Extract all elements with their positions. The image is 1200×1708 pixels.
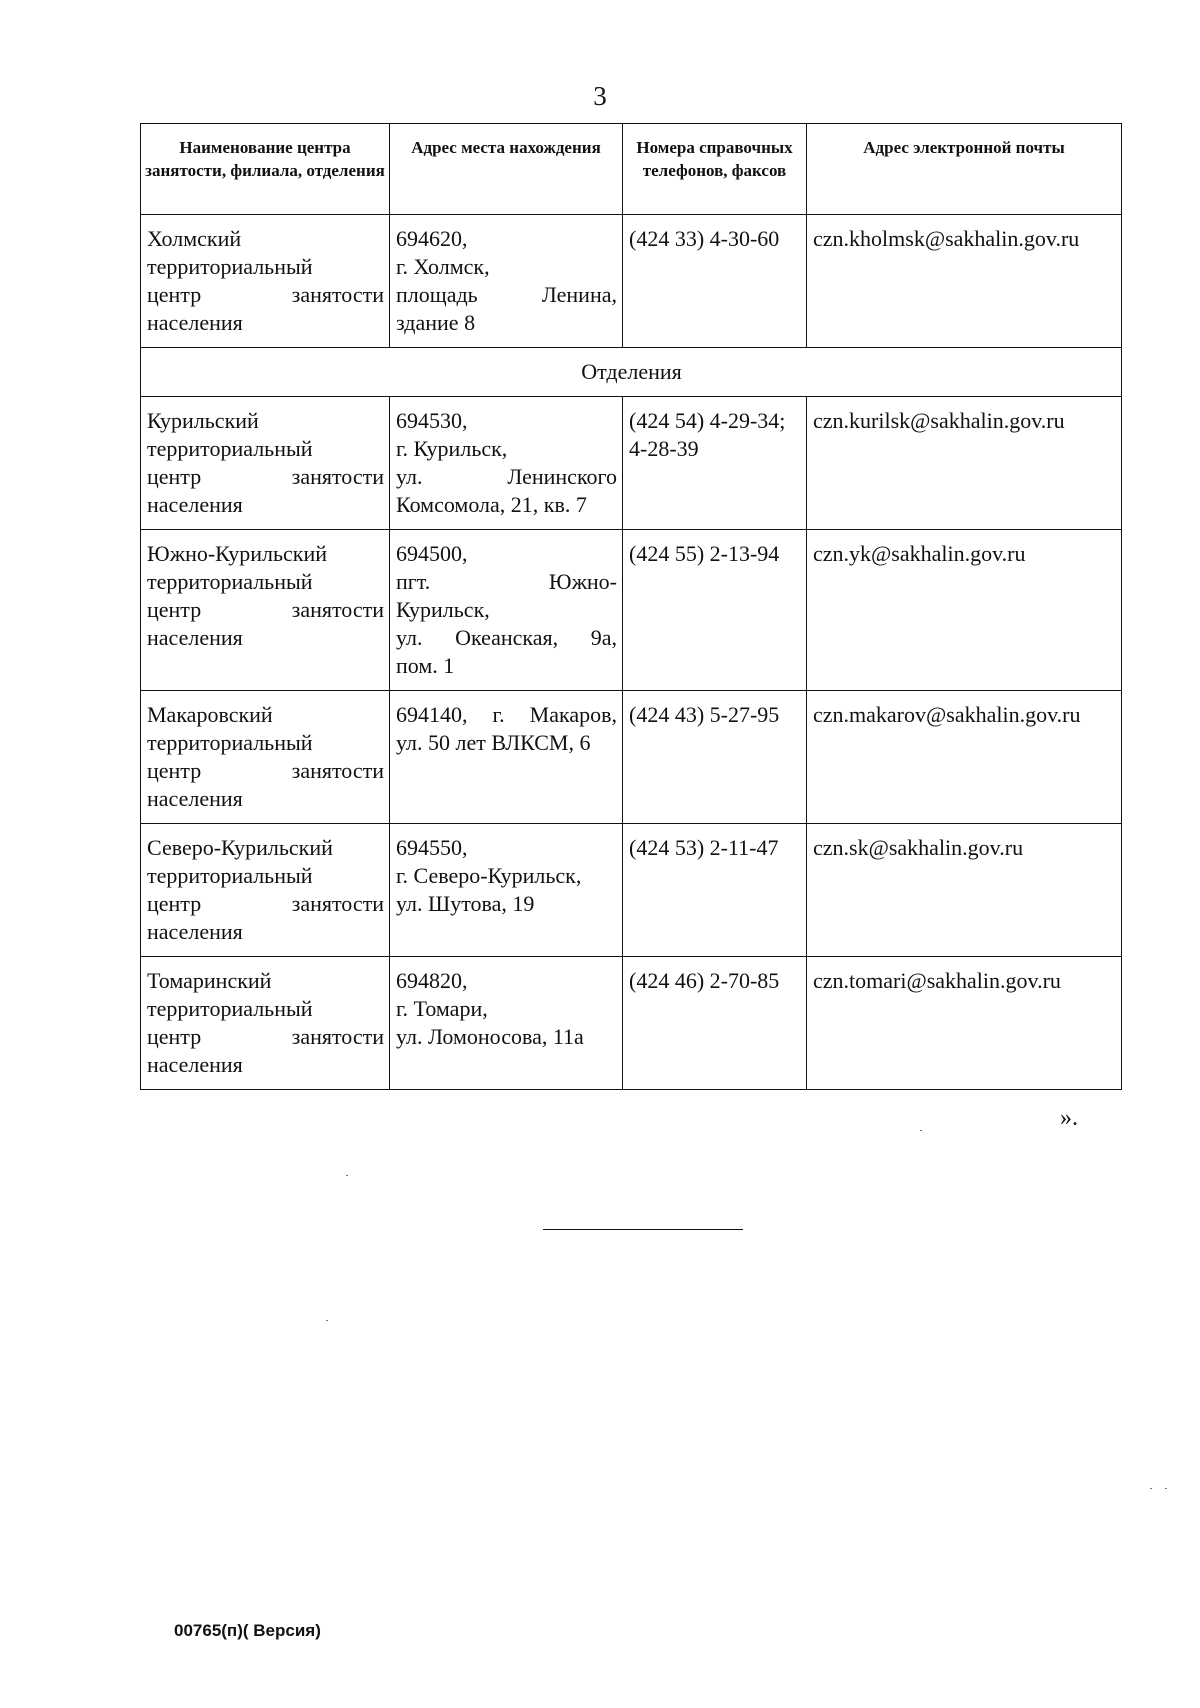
line-word: занятости [291,1024,384,1049]
center-name-cell [141,397,390,530]
section-title: Отделения [141,348,1122,397]
cell-line: czn.kholmsk@sakhalin.gov.ru [813,226,1080,251]
line-word: ул. [396,625,423,650]
justified-line [147,890,384,918]
cell-line: Макаровский [147,702,273,727]
scan-speck [1150,1488,1152,1489]
line-word: 9а, [590,625,617,650]
line-word: занятости [291,891,384,916]
line-word: центр [147,597,202,622]
cell-line: 694530, [396,408,468,433]
cell-line: населения [147,310,243,335]
justified-line [147,596,384,624]
justified-line [396,463,617,491]
scan-speck [1165,1488,1167,1489]
cell-line: территориальный [147,254,313,279]
table-row [141,957,1122,1090]
document-code: 00765(п)( Версия) [174,1621,321,1640]
cell-line: ул. Шутова, 19 [396,891,535,916]
address-cell [390,215,623,348]
email-cell [807,215,1122,348]
justified-line [396,701,617,729]
cell-line: территориальный [147,996,313,1021]
table-row [141,824,1122,957]
cell-line: Комсомола, 21, кв. 7 [396,492,587,517]
cell-line: населения [147,625,243,650]
line-word: Макаров, [529,702,617,727]
address-cell [390,824,623,957]
cell-line: Холмский [147,226,242,251]
justified-line [147,1023,384,1051]
cell-line: Томаринский [147,968,272,993]
email-cell [807,957,1122,1090]
cell-line: czn.tomari@sakhalin.gov.ru [813,968,1061,993]
phone-cell [623,397,807,530]
cell-line: 694500, [396,541,468,566]
justified-line [396,281,617,309]
table-row [141,397,1122,530]
line-word: Ленинского [507,464,617,489]
cell-line: (424 46) 2-70-85 [629,968,780,993]
center-name-cell [141,957,390,1090]
line-word: г. [492,702,505,727]
line-word: центр [147,1024,202,1049]
cell-line: ул. 50 лет ВЛКСМ, 6 [396,730,591,755]
center-name-cell [141,824,390,957]
center-name-cell [141,691,390,824]
cell-line: (424 55) 2-13-94 [629,541,780,566]
line-word: центр [147,891,202,916]
phone-cell [623,957,807,1090]
line-word: занятости [291,758,384,783]
phone-cell [623,530,807,691]
line-word: ул. [396,464,423,489]
scan-speck [920,1130,922,1131]
line-word: центр [147,758,202,783]
cell-line: г. Курильск, [396,436,508,461]
phone-cell [623,215,807,348]
line-word: Океанская, [455,625,559,650]
justified-line [396,568,617,596]
header-phone: Номера справочных телефонов, факсов [623,124,807,215]
page-number: 3 [593,81,607,111]
justified-line [147,281,384,309]
end-rule [543,1229,743,1230]
line-word: занятости [291,464,384,489]
line-word: 694140, [396,702,468,727]
email-cell [807,691,1122,824]
cell-line: здание 8 [396,310,476,335]
header-name: Наименование центра занятости, филиала, отделения [141,124,390,215]
cell-line: населения [147,919,243,944]
cell-line: 4-28-39 [629,436,699,461]
email-cell [807,397,1122,530]
line-word: занятости [291,282,384,307]
line-word: занятости [291,597,384,622]
cell-line: czn.sk@sakhalin.gov.ru [813,835,1024,860]
cell-line: 694550, [396,835,468,860]
cell-line: населения [147,492,243,517]
line-word: площадь [396,282,478,307]
table-body [141,215,1122,1090]
line-word: центр [147,282,202,307]
address-cell [390,530,623,691]
cell-line: Курильск, [396,597,490,622]
email-cell [807,824,1122,957]
cell-line: Курильский [147,408,259,433]
section-row [141,348,1122,397]
justified-line [147,757,384,785]
cell-line: г. Северо-Курильск, [396,863,582,888]
header-address: Адрес места нахождения [390,124,623,215]
center-name-cell [141,530,390,691]
cell-line: Северо-Курильский [147,835,333,860]
line-word: центр [147,464,202,489]
table-row [141,530,1122,691]
cell-line: czn.makarov@sakhalin.gov.ru [813,702,1081,727]
cell-line: населения [147,1052,243,1077]
cell-line: территориальный [147,863,313,888]
table-row [141,215,1122,348]
cell-line: (424 43) 5-27-95 [629,702,780,727]
cell-line: пом. 1 [396,653,455,678]
cell-line: (424 53) 2-11-47 [629,835,779,860]
cell-line: г. Томари, [396,996,488,1021]
scan-speck [326,1320,328,1321]
header-row [141,124,1122,215]
cell-line: 694620, [396,226,468,251]
cell-line: czn.yk@sakhalin.gov.ru [813,541,1026,566]
cell-line: территориальный [147,569,313,594]
phone-cell [623,691,807,824]
address-cell [390,957,623,1090]
cell-line: ул. Ломоносова, 11а [396,1024,584,1049]
cell-line: 694820, [396,968,468,993]
header-email: Адрес электронной почты [807,124,1122,215]
table-row [141,691,1122,824]
cell-line: (424 54) 4-29-34; [629,408,786,433]
phone-cell [623,824,807,957]
cell-line: территориальный [147,730,313,755]
center-name-cell [141,215,390,348]
cell-line: czn.kurilsk@sakhalin.gov.ru [813,408,1065,433]
cell-line: (424 33) 4-30-60 [629,226,780,251]
line-word: Южно- [548,569,617,594]
email-cell [807,530,1122,691]
cell-line: Южно-Курильский [147,541,327,566]
line-word: Ленина, [541,282,617,307]
cell-line: территориальный [147,436,313,461]
cell-line: населения [147,786,243,811]
scan-speck [346,1175,348,1176]
closing-quote-mark: ». [1060,1105,1078,1131]
contacts-table [140,123,1122,1090]
line-word: пгт. [396,569,431,594]
address-cell [390,397,623,530]
address-cell [390,691,623,824]
justified-line [396,624,617,652]
cell-line: г. Холмск, [396,254,490,279]
justified-line [147,463,384,491]
